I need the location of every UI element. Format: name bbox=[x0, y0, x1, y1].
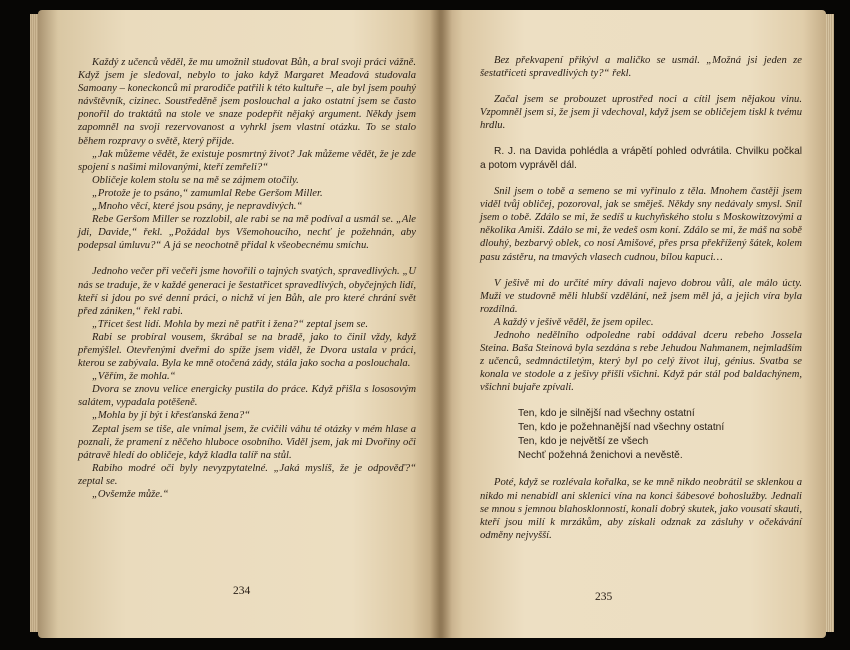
paragraph: Jednoho večer při večeři jsme hovořili o tajných svatých, spravedlivých. „U nás se traduje, že v každé generaci je šestatřicet spravedlivých, obyčejných lidí, kteří si jdou po své denní práci, o nichž ví jen Bůh, ale pro které chrání svět před zániken,“ řekl rabi. bbox=[78, 266, 416, 317]
paragraph: V ješivě mi do určité míry dávali najevo dobrou vůli, ale málo úcty. Muži ve studovně měli hlubší vzdělání, než jsem měl já, a jejich víra byla rozdílná. bbox=[480, 277, 802, 315]
paragraph: „Třicet šest lidí. Mohla by mezi ně patřit i žena?“ zeptal jsem se. bbox=[92, 318, 369, 330]
paragraph: „Ovšemže může.“ bbox=[92, 489, 169, 500]
book-spine-shadow bbox=[430, 10, 452, 638]
paragraph: R. J. na Davida pohlédla a vrápětí pohled odvrátila. Chvilku počkal a potom vyprávěl dál. bbox=[480, 146, 802, 171]
song-verse bbox=[518, 407, 802, 463]
paragraph: Rabi se probíral vousem, škrábal se na bradě, jako to činil vždy, když přemýšlel. Otevřenými dveřmi do spíže jsem viděl, že Dvora ustala v práci, kterou se zabývala. Byla ke mně otočená zády, stála jako socha a poslouchala. bbox=[78, 331, 416, 370]
verse-line: Ten, kdo je požehnanější nad všechny ostatní bbox=[518, 422, 725, 434]
right-page-text bbox=[480, 54, 802, 542]
page-number: 235 bbox=[595, 591, 613, 603]
paragraph: „Protože je to psáno,“ zamumlal Rebe Geršom Miller. bbox=[92, 187, 323, 199]
paragraph: „Mnoho věcí, které jsou psány, je nepravdivých.“ bbox=[92, 201, 303, 213]
verse-line: Ten, kdo je největší ze všech bbox=[518, 436, 649, 448]
verse-line: Nechť požehná ženichovi a nevěstě. bbox=[518, 450, 683, 462]
paragraph: Dvora se znovu velice energicky pustila do práce. Když přišla s lososovým salátem, vypadala potěšeně. bbox=[78, 384, 416, 409]
paragraph: „Věřím, že mohla.“ bbox=[92, 371, 176, 383]
paragraph: „Jak můžeme vědět, že existuje posmrtný život? Jak můžeme vědět, že je zde spojení s našimi milovanými, kteří zemřeli?“ bbox=[78, 148, 416, 173]
paragraph: Obličeje kolem stolu se na mě se zájmem otočily. bbox=[92, 174, 299, 186]
paragraph: Bez překvapení přikývl a maličko se usmál. „Možná jsi jeden ze šestatřiceti spravedlivých ty?“ řekl. bbox=[480, 55, 802, 80]
paragraph: Poté, když se rozlévala kořalka, se ke mně nikdo neobrátil se sklenkou a nikdo mi nenabídl ani sklenici vína na konci šábesové bohoslužby. Jednali se mnou s jemnou blahosklonností, konali dobrý skutek, jako vousatí skauti, kteří jsou milí k mrzákům, aby získali odznak za zásluhy v očekávání odměny nejvyšší. bbox=[480, 477, 802, 541]
right-page bbox=[440, 10, 826, 638]
paragraph: Rebe Geršom Miller se rozzlobil, ale rabi se na mě podíval a usmál se. „Ale jdi, Davide,“ řekl. „Požádal bys Všemohoucího, nechť je požehnán, aby podepsal úmluvu?“ A já se neochotně přidal k všeobecnému smíchu. bbox=[78, 214, 416, 252]
paragraph: Snil jsem o tobě a semeno se mi vyřinulo z těla. Mnohem častěji jsem viděl tvůj obličej, pozoroval, jak se směješ. Někdy sny nedávaly smysl. Snil jsem o tobě. Zdálo se mi, že sedíš u kuchyňského stolu s Moskowitzovými a několika Amiši. Zdálo se mi, že vedeš osm koní. Zdálo se mi, že máš na sobě dlouhý, bezbarvý oblek, co nosí Amišové, přes prsa překřížený šátek, kolem pasu zástěru, na tmavých vlasech cudnou, bílou kapuci… bbox=[480, 186, 802, 263]
paragraph: A každý v ješivě věděl, že jsem opilec. bbox=[494, 316, 654, 328]
left-page bbox=[38, 10, 440, 638]
paragraph: Rabiho modré oči byly nevyzpytatelné. „Jaká myslíš, že je odpověď?“ zeptal se. bbox=[78, 462, 416, 487]
paragraph: Jednoho nedělního odpoledne rabi oddával dceru rebeho Jossela Steina. Baša Steinová byla sezdána s rebe Jehudou Nahmanem, nejmladším z učenců, sedmnáctiletým, který byl po celý život iluj, génius. Svatba se konala ve stodole a z ješivy přišli všichni. Když pár stál pod baldachýnem, všichni bujaře zpívali. bbox=[480, 330, 802, 394]
paragraph: Začal jsem se probouzet uprostřed noci a cítil jsem nějakou vinu. Vzpomněl jsem si, že jsem ji vdechoval, když jsem se obličejem tiskl k tvému hrdlu. bbox=[480, 94, 802, 132]
paragraph: „Mohla by jí být i křesťanská žena?“ bbox=[92, 410, 251, 422]
page-number: 234 bbox=[233, 585, 251, 597]
paragraph: Každý z učenců věděl, že mu umožnil studovat Bůh, a bral svoji práci vážně. Když jsem je sledoval, nebylo to jako když Margaret Meadová studovala Samoany – koneckonců mi prarodiče patřili k této kultuře –, ale byl jsem pouhý návštěvník, cizinec. Soustředěně jsem poslouchal a jako ostatní jsem se často ponořil do traktátů na stole ve snaze podepřít nějaký argument. Někdy jsem zapomněl na svoji rezervovanost a vyhrkl jsem vlastní otázku. To se stalo během rozpravy o světě, který přijde. bbox=[78, 57, 416, 147]
paragraph: Zeptal jsem se tiše, ale vnímal jsem, že cvičili váhu té otázky v mém hlase a poznali, že pramení z něčeho hluboce osobního. Viděl jsem, jak mi Dvořiny oči pátravě hledí do obličeje, když kladla talíř na stůl. bbox=[78, 423, 416, 461]
verse-line: Ten, kdo je silnější nad všechny ostatní bbox=[518, 408, 695, 420]
left-page-text bbox=[78, 56, 416, 501]
